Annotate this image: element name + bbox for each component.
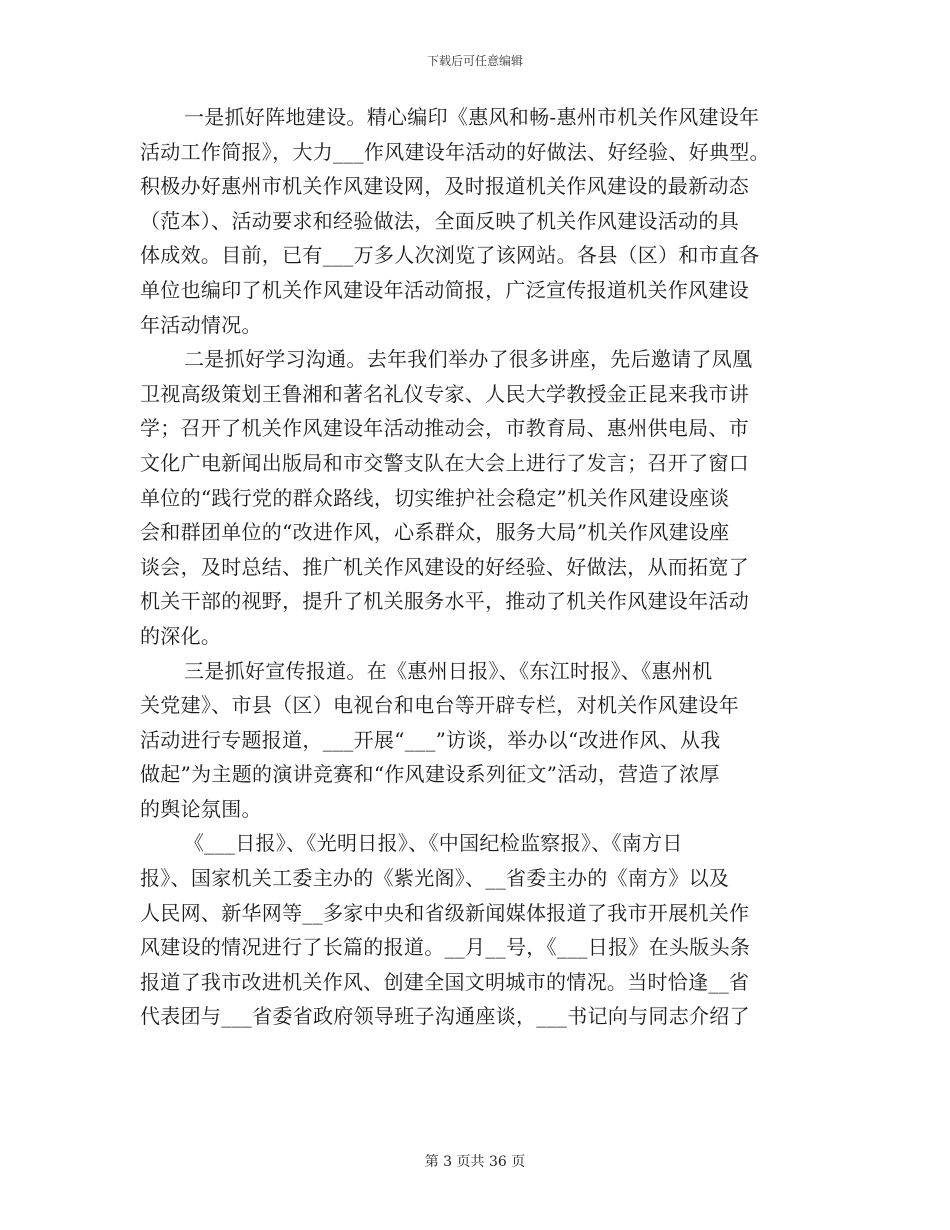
text-line: 做起”为主题的演讲竞赛和“作风建设系列征文”活动，营造了浓厚 <box>140 762 720 787</box>
text-line: 体成效。目前，已有___万多人次浏览了该网站。各县（区）和市直各 <box>140 243 760 268</box>
text-line: 风建设的情况进行了长篇的报道。__月__号，《___日报》在头版头条 <box>140 935 751 960</box>
page-header: 下载后可任意编辑 <box>426 54 523 68</box>
text-line: 的舆论氛围。 <box>140 796 262 821</box>
text-line: 二是抓好学习沟通。去年我们举办了很多讲座，先后邀请了凤凰 <box>184 347 753 372</box>
text-line: 三是抓好宣传报道。在《惠州日报》、《东江时报》、《惠州机 <box>184 658 713 683</box>
text-line: 年活动情况。 <box>140 312 262 337</box>
text-line: 报》、国家机关工委主办的《紫光阁》、__省委主办的《南方》以及 <box>140 866 730 891</box>
text-line: 《___日报》、《光明日报》、《中国纪检监察报》、《南方日 <box>184 831 683 856</box>
text-line: 谈会，及时总结、推广机关作风建设的好经验、好做法，从而拓宽了 <box>140 554 749 579</box>
document-body <box>140 100 820 1034</box>
text-line: 活动进行专题报道，___开展“___”访谈，举办以“改进作风、从我 <box>140 727 721 752</box>
text-line: 人民网、新华网等__多家中央和省级新闻媒体报道了我市开展机关作 <box>140 900 750 925</box>
text-line: （范本）、活动要求和经验做法，全面反映了机关作风建设活动的具 <box>140 208 739 233</box>
text-line: 关党建》、市县（区）电视台和电台等开辟专栏，对机关作风建设年 <box>140 693 739 718</box>
text-line: 单位的“践行党的群众路线，切实维护社会稳定”机关作风建设座谈 <box>140 485 730 510</box>
text-line: 代表团与___省委省政府领导班子沟通座谈，___书记向与同志介绍了 <box>140 1004 750 1029</box>
text-line: 卫视高级策划王鲁湘和著名礼仪专家、人民大学教授金正昆来我市讲 <box>140 381 749 406</box>
text-line: 机关干部的视野，提升了机关服务水平，推动了机关作风建设年活动 <box>140 589 749 614</box>
text-line: 会和群团单位的“改进作风，心系群众，服务大局”机关作风建设座 <box>140 520 730 545</box>
text-line: 活动工作简报》，大力___作风建设年活动的好做法、好经验、好典型。 <box>140 139 770 164</box>
text-line: 文化广电新闻出版局和市交警支队在大会上进行了发言；召开了窗口 <box>140 450 749 475</box>
text-line: 一是抓好阵地建设。精心编印《惠风和畅-惠州市机关作风建设年 <box>184 105 760 129</box>
text-line: 积极办好惠州市机关作风建设网，及时报道机关作风建设的最新动态 <box>140 174 749 199</box>
text-line: 的深化。 <box>140 623 222 648</box>
text-line: 报道了我市改进机关作风、创建全国文明城市的情况。当时恰逢__省 <box>140 969 750 994</box>
page-number: 第 3 页共 36 页 <box>424 1154 526 1170</box>
text-line: 单位也编印了机关作风建设年活动简报，广泛宣传报道机关作风建设 <box>140 277 749 302</box>
text-line: 学；召开了机关作风建设年活动推动会，市教育局、惠州供电局、市 <box>140 416 749 441</box>
